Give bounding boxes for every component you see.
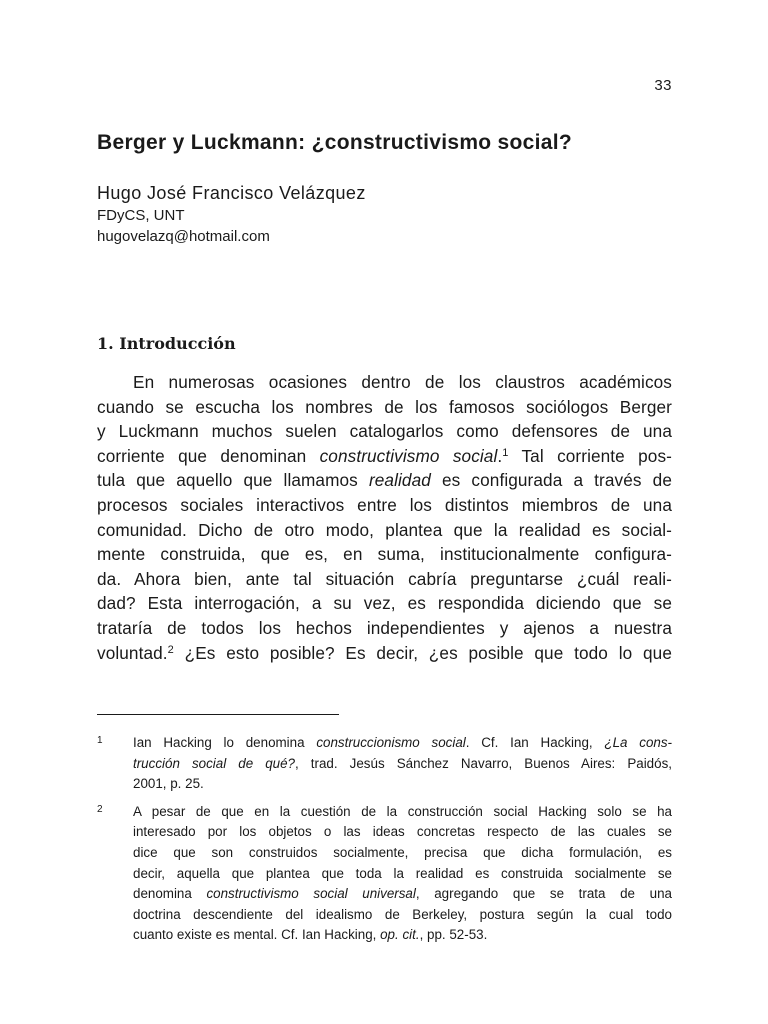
footnote-line: trucción social de qué?, trad. Jesús Sánchez Navarro, Buenos Aires: Paidós,: [133, 755, 672, 771]
footnotes: [97, 733, 672, 953]
footnote-2: [97, 802, 672, 946]
footnote-line: Ian Hacking lo denomina construccionismo social. Cf. Ian Hacking, ¿La cons-: [133, 735, 672, 750]
footnote-line: doctrina descendiente del idealismo de Berkeley, postura según la cual todo: [133, 906, 672, 922]
footnote-marker: 1: [97, 735, 103, 746]
body-line: procesos sociales interactivos entre los distintos miembros de una: [97, 494, 672, 515]
page-number: 33: [654, 77, 672, 94]
footnote-line: interesado por los objetos o las ideas concretas respecto de las cuales se: [133, 824, 672, 840]
footnote-ref-1: 1: [502, 446, 509, 459]
footnote-line: cuanto existe es mental. Cf. Ian Hacking, op. cit., pp. 52-53.: [133, 927, 488, 943]
body-line: dad? Esta interrogación, a su vez, es respondida diciendo que se: [97, 593, 672, 614]
body-line: comunidad. Dicho de otro modo, plantea que la realidad es social-: [97, 519, 672, 540]
footnote-line: dice que son construidos socialmente, precisa que dicha formulación, es: [133, 844, 672, 860]
body-line: En numerosas ocasiones dentro de los claustros académicos: [133, 372, 672, 392]
footnote-ref-2: 2: [167, 643, 174, 656]
footnote-marker: 2: [97, 803, 103, 815]
footnote-line: denomina constructivismo social universal, agregando que se trata de una: [133, 886, 672, 902]
section-heading: 1. Introducción: [97, 334, 236, 353]
italic-term: realidad: [368, 470, 431, 491]
author-affiliation: FDyCS, UNT: [97, 207, 185, 224]
body-line: corriente que denominan constructivismo social.$^1$ Tal corriente pos-: [97, 445, 672, 466]
body-line: da. Ahora bien, ante tal situación cabría preguntarse ¿cuál reali-: [97, 568, 672, 589]
body-line: y Luckmann muchos suelen catalogarlos como defensores de una: [97, 421, 672, 442]
footnote-line: decir, aquella que plantea que toda la realidad es construida socialmente se: [133, 865, 672, 881]
author-block: [97, 181, 366, 247]
body-line: trataría de todos los hechos independientes y ajenos a nuestra: [97, 617, 672, 638]
body-line: voluntad.$^2$ ¿Es esto posible? Es decir, ¿es posible que todo lo que: [97, 642, 672, 663]
body-line: cuando se escucha los nombres de los famosos sociólogos Berger: [97, 396, 672, 417]
body-line: tula que aquello que llamamos realidad es configurada a través de: [97, 470, 672, 491]
footnote-divider: [97, 714, 339, 715]
body-line: mente construida, que es, en suma, institucionalmente configura-: [97, 544, 672, 565]
article-title: Berger y Luckmann: ¿constructivismo social?: [97, 131, 573, 154]
footnote-1: [97, 733, 672, 795]
body-paragraph: [97, 370, 672, 665]
author-name: Hugo José Francisco Velázquez: [97, 183, 366, 203]
footnote-line: A pesar de que en la cuestión de la construcción social Hacking solo se ha: [133, 803, 672, 819]
footnote-line: 2001, p. 25.: [133, 776, 204, 792]
italic-term: constructivismo social: [319, 445, 498, 466]
author-email: hugovelazq@hotmail.com: [97, 228, 270, 245]
